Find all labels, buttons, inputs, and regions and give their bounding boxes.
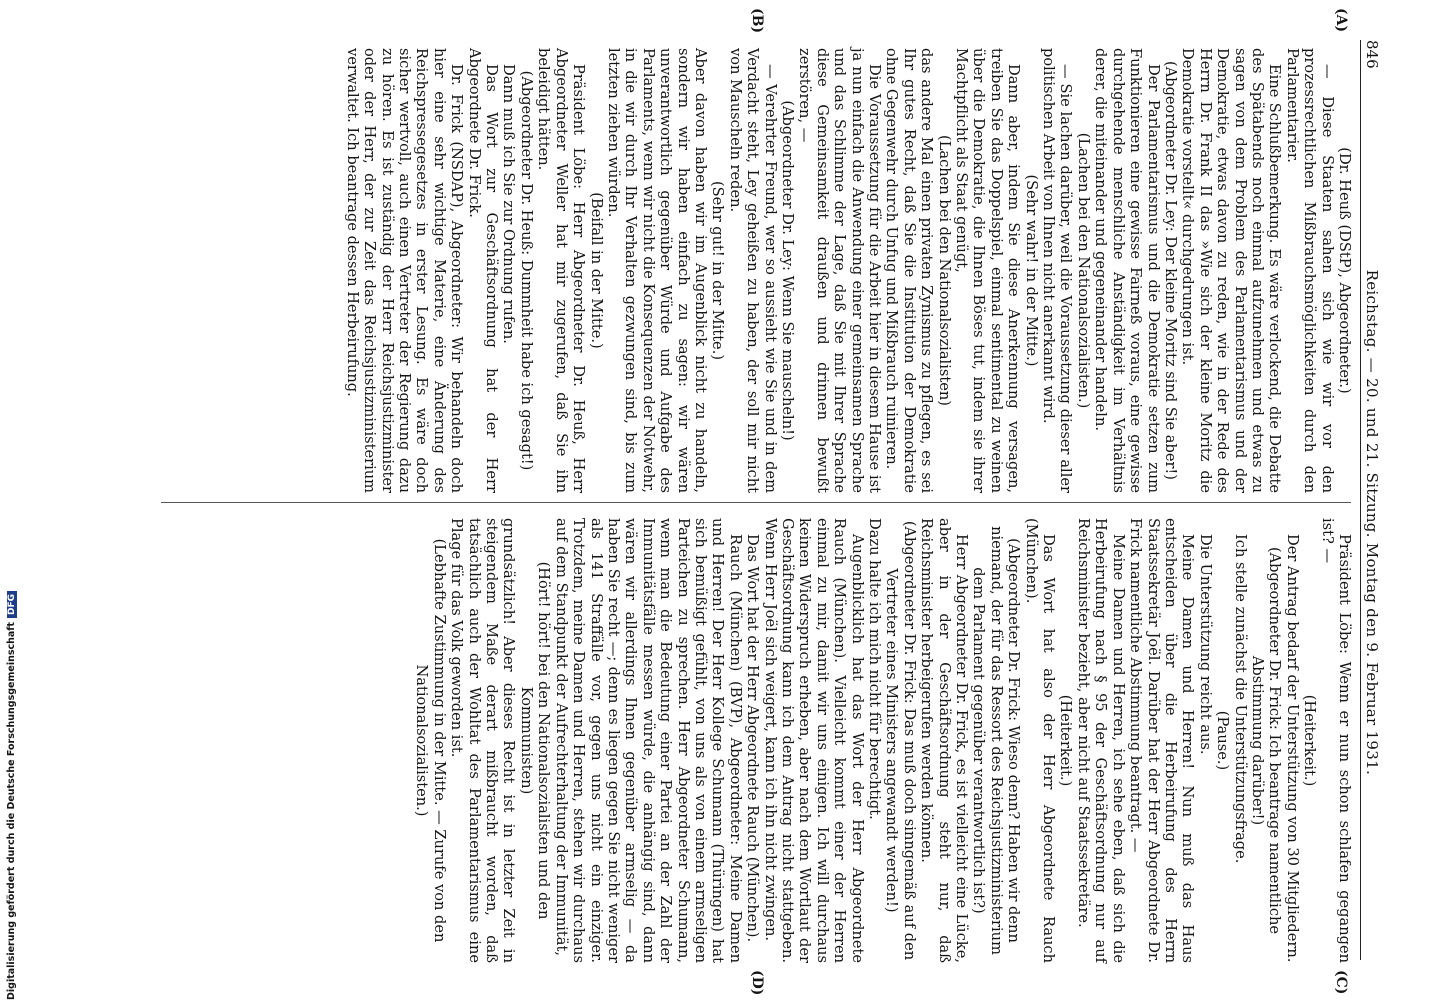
margin-mark-b: (B) bbox=[749, 8, 765, 34]
paragraph: Der Antrag bedarf der Unterstützung von 30 Mitgliedern. bbox=[1283, 534, 1301, 963]
interjection: (Abgeordneter Dr. Frick: Wieso denn? Haben wir denn niemand, der für das Ressort des Reichsjustizministerium dem Parlament gegenüber verantwortlich ist?) bbox=[970, 526, 1023, 955]
credit-text: Digitalisierung gefördert durch die Deutsche Forschungsgemeinschaft bbox=[6, 622, 17, 1000]
paragraph: Aber davon haben wir im Augenblick nicht zu handeln, sondern wir haben einfach zu sagen: wir wären unverantwortlich gegenüber Würde und Aufgabe des Parlaments, wenn wir nicht die Konsequenzen der Notwehr, in die wir durch Ihr Verhalten gezwungen sind, bis zum letzten ziehen würden. bbox=[604, 48, 709, 493]
paragraph: Das Wort zur Geschäftsordnung hat der Herr Abgeordnete Dr. Frick. bbox=[465, 48, 501, 493]
interjection: (Pause.) bbox=[1214, 710, 1232, 771]
header-rule bbox=[1360, 40, 1361, 960]
paragraph: Meine Damen und Herren! Nun muß das Haus entscheiden über die Herbeirufung des Herrn Staatssekretär Joël. Darüber hat der Herr Abgeordnete Dr. Frick namentliche Abstimmung beantragt. — bbox=[1127, 518, 1197, 963]
paragraph: das andere Mal einen privaten Zynismus zu pflegen, es sei Ihr gutes Recht, daß Sie die Institution der Demokratie ohne Gegenwehr durch Unfug und Mißbrauch ruinieren. bbox=[883, 48, 936, 493]
running-title: Reichstag. — 20. und 21. Sitzung. Montag den 9. Februar 1931. bbox=[1363, 269, 1381, 776]
dfg-logo: DFG bbox=[7, 591, 17, 618]
paragraph: Die Unterstützung reicht aus. bbox=[1196, 534, 1214, 755]
paragraph: Dann aber, indem Sie diese Anerkennung versagen, treiben Sie das Doppelspiel, einmal sentimental zu weinen über die Demokratie, die Ihnen Böses tut, indem sie ihrer Machtpflicht als Staat genügt, bbox=[953, 48, 1023, 493]
left-text-column bbox=[343, 48, 1353, 493]
paragraph: — Diese Staaten sahen sich wie wir vor den prozessrechtlichen Mißbrauchsmöglichkeiten durch den Parlamentarier. bbox=[1283, 48, 1336, 493]
interjection: (Abgeordneter Dr. Frick: Das muß doch sinngemäß auf den Vertreter eines Ministers angewandt werden!) bbox=[883, 520, 918, 961]
paragraph: grundsätzlich! Aber dieses Recht ist in letzter Zeit in steigendem Maße derart mißbraucht worden, daß tatsächlich auch der Wohltat des Parlamentarismus eine Plage für das Volk geworden ist. bbox=[448, 518, 518, 963]
paragraph: Das Wort hat also der Herr Abgeordnete Rauch (München). bbox=[1022, 518, 1058, 963]
paragraph: Dann muß ich Sie zur Ordnung rufen. bbox=[500, 64, 518, 344]
paragraph: Präsident Löbe: Wenn er nun schon schlafen gegangen ist? — bbox=[1318, 518, 1353, 963]
paragraph: Augenblicklich hat das Wort der Herr Abgeordnete Rauch (München). Vielleicht kommt einer der Herren einmal zu mir, damit wir uns einigen. Ich will durchaus keinen Widerspruch erheben, aber nach dem Wortlaut der Geschäftsordnung kann ich dem Antrag nicht stattgeben. Wenn Herr Joël sich weigert, kann ich ihn nicht zwingen. bbox=[761, 518, 866, 963]
interjection: (Abgeordneter Dr. Ley: Der kleine Moritz sind Sie aber!) bbox=[1161, 61, 1179, 480]
speaker-line: (Dr. Heuß (DStP), Abgeordneter.) bbox=[1336, 147, 1353, 394]
paragraph: Meine Damen und Herren, ich sehe eben, daß sich die Herbeirufung nach § 95 der Geschäftsordnung nur auf Reichsminister bezieht, aber nicht auf Staatssekretäre. bbox=[1074, 518, 1127, 963]
page-number: 846 bbox=[1363, 40, 1381, 69]
paragraph: Dr. Frick (NSDAP), Abgeordneter: Wir behandeln doch hier eine sehr wichtige Materie, eine Änderung des Reichspressegesetzes in erster Lesung. Es wäre doch sicher wertvoll, auch einen Vertreter der Regierung dazu zu hören. Es ist zuständig der Herr Reichsjustizminister oder der Herr, der zur Zeit das Reichsjustizministerium verwaltet. Ich beantrage dessen Herbeirufung. bbox=[343, 48, 466, 493]
interjection: (Sehr wahr! in der Mitte.) bbox=[1022, 174, 1040, 367]
paragraph: Dazu halte ich mich nicht für berechtigt. bbox=[866, 518, 884, 820]
right-text-column bbox=[413, 518, 1353, 963]
paragraph: Herr Abgeordneter Dr. Frick, es ist vielleicht eine Lücke, aber in der Geschäftsordnung steht nur, daß Reichsminister herbeigerufen werden können. bbox=[918, 518, 971, 963]
paragraph: Ich stelle zunächst die Unterstützungsfrage. bbox=[1231, 534, 1249, 864]
interjection: (Lebhafte Zustimmung in der Mitte. — Zurufe von den Nationalsozialisten.) bbox=[413, 538, 448, 943]
column-divider bbox=[161, 502, 1351, 503]
margin-mark-c: (C) bbox=[1333, 970, 1349, 995]
page-header bbox=[1359, 40, 1385, 960]
interjection: (Lachen bei den Nationalsozialisten) bbox=[935, 135, 953, 406]
digitization-credit bbox=[6, 0, 17, 1000]
interjection: (Abgeordneter Dr. Ley: Wenn Sie mauscheln!) bbox=[779, 100, 796, 441]
interjection: (Hört! hört! bei den Nationalsozialisten und den Kommunisten) bbox=[517, 561, 553, 920]
paragraph: — Sie lachen darüber, weil die Voraussetzung dieser aller politischen Arbeit von Ihnen nicht anerkannt wird. bbox=[1040, 48, 1075, 493]
paragraph: Eine Schlußbemerkung. Es wäre verlockend, die Debatte des Spätabends noch einmal aufzunehmen und etwas zu sagen von dem Problem des Parlamentarismus und der Demokratie, etwas davon zu reden, wie in der Rede des Herrn Dr. Frank II das »Wie sich der kleine Moritz die Demokratie vorstellt« durchgedrungen ist. bbox=[1179, 48, 1284, 493]
paragraph: Rauch (München) (BVP), Abgeordneter: Meine Damen und Herren! Der Herr Kollege Schumann (Thüringen) hat sich bemüßigt gefühlt, von uns als von einem armseligen Parteichen zu sprechen. Herr Abgeordneter Schumann, wenn man die Bedeutung einer Partei an der Zahl der Immunitätsfälle messen würde, die anhängig sind, dann wären wir allerdings Ihnen gegenüber armselig — da haben Sie recht —; denn es liegen gegen Sie nicht weniger als 141 Straffälle vor, gegen uns nicht ein einziger. Trotzdem, meine Damen und Herren, stehen wir durchaus auf dem Standpunkt der Aufrechterhaltung der Immunität, bbox=[552, 518, 744, 963]
interjection: (Heiterkeit.) bbox=[1301, 694, 1319, 787]
margin-mark-a: (A) bbox=[1333, 8, 1349, 33]
paragraph: Die Voraussetzung für die Arbeit hier in diesem Hause ist ja nun einfach die Anwendung einer gemeinsamen Sprache und das Schlimme der Lage, daß Sie mit Ihrer Sprache diese Gemeinsamkeit draußen und drinnen bewußt zerstören, — bbox=[796, 48, 884, 493]
interjection: (Sehr gut! in der Mitte.) bbox=[709, 180, 727, 361]
paragraph: Das Wort hat der Herr Abgeordnete Rauch (München). bbox=[744, 534, 762, 943]
interjection: (Lachen bei den Nationalsozialisten.) bbox=[1074, 132, 1092, 409]
paragraph: — Verehrter Freund, wer so aussieht wie Sie und in dem Verdacht steht, Ley geheißen zu haben, der soll mir nicht von Mauscheln reden. bbox=[726, 48, 779, 493]
interjection: (Beifall in der Mitte.) bbox=[587, 192, 605, 349]
interjection: (Abgeordneter Dr. Heuß: Dummheit habe ich gesagt!) bbox=[517, 70, 535, 471]
interjection: (Heiterkeit.) bbox=[1057, 694, 1075, 787]
paragraph: Der Parlamentarismus und die Demokratie setzen zum Funktionieren eine gewisse Fairneß voraus, eine gewisse durchgehende menschliche Anständigkeit im Verhältnis derer, die miteinander und gegeneinander handeln. bbox=[1092, 48, 1162, 493]
margin-mark-d: (D) bbox=[749, 970, 765, 996]
interjection: (Abgeordneter Dr. Frick: Ich beantrage namentliche Abstimmung darüber!) bbox=[1248, 546, 1284, 935]
scanned-page bbox=[151, 8, 1385, 996]
paragraph: Präsident Löbe: Herr Abgeordneter Dr. Heuß, Herr Abgeordneter Weller hat mir zugerufen, daß Sie ihn beleidigt hätten. bbox=[535, 48, 588, 493]
